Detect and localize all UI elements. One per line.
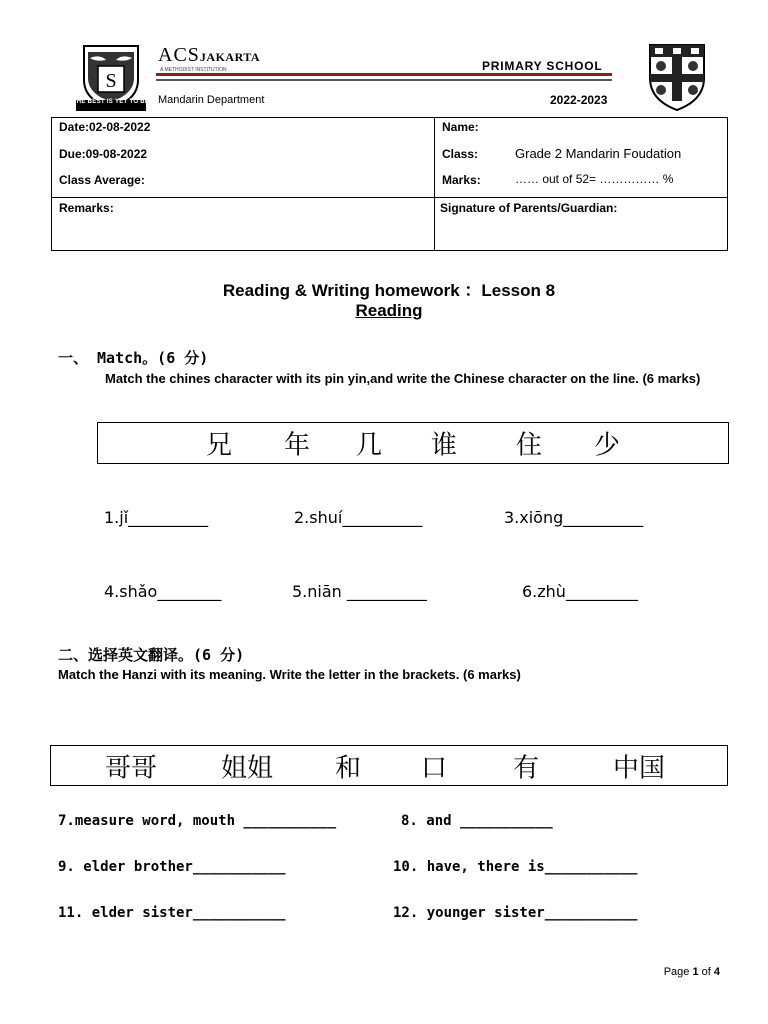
class-value: Grade 2 Mandarin Foudation [515, 146, 682, 161]
info-table [51, 117, 728, 251]
name-field[interactable]: Name: [442, 120, 479, 134]
page-total: 4 [713, 966, 720, 978]
meaning-item[interactable]: 8. and ___________ [401, 813, 553, 829]
page-of: of [698, 966, 714, 978]
school-motto: THE BEST IS YET TO BE [72, 99, 150, 105]
brand-subtitle: A METHODIST INSTITUTION [160, 67, 227, 73]
brand-acs: ACS [158, 44, 200, 66]
brand-city: JAKARTA [199, 50, 261, 64]
school-year: 2022-2023 [550, 93, 608, 107]
section1-character-box [97, 422, 729, 464]
date-field: Date:02-08-2022 [59, 120, 151, 134]
class-average-field[interactable]: Class Average: [59, 173, 145, 187]
marks-label: Marks: [442, 173, 481, 187]
meaning-item[interactable]: 11. elder sister___________ [58, 905, 286, 921]
marks-value[interactable]: …… out of 52= …………… % [515, 172, 674, 186]
hanzi-word: 口 [421, 753, 448, 783]
page-title: Reading & Writing homework ：Lesson 8 [222, 281, 556, 300]
section2-heading: 二、选择英文翻译。(6 分) [58, 646, 245, 664]
class-label: Class: [442, 147, 479, 161]
section1-heading: 一、 Match。(6 分) [58, 349, 209, 367]
pinyin-item[interactable]: 5.niān __________ [292, 582, 427, 601]
pinyin-item[interactable]: 3.xiōng__________ [504, 508, 644, 527]
section2-instruction: Match the Hanzi with its meaning. Write the letter in the brackets. (6 marks) [58, 667, 521, 682]
hanzi-word: 哥哥 [105, 753, 158, 783]
page-prefix: Page [663, 966, 693, 978]
brand-name [158, 44, 260, 67]
pinyin-item[interactable]: 6.zhù_________ [522, 582, 638, 601]
department: Mandarin Department [158, 94, 265, 106]
page-subtitle: Reading [355, 301, 423, 320]
character: 兄 [206, 430, 233, 461]
character: 少 [594, 430, 621, 461]
due-field: Due:09-08-2022 [59, 147, 148, 161]
meaning-item[interactable]: 9. elder brother___________ [58, 859, 286, 875]
hanzi-word: 中国 [613, 753, 666, 783]
pinyin-item[interactable]: 1.jǐ__________ [104, 508, 209, 527]
meaning-item[interactable]: 10. have, there is___________ [393, 859, 638, 875]
svg-text:S: S [105, 70, 117, 92]
info-divider-vertical [434, 118, 435, 250]
character: 住 [516, 430, 543, 461]
pinyin-item[interactable]: 2.shuí__________ [294, 508, 423, 527]
remarks-field[interactable]: Remarks: [59, 201, 114, 215]
cambridge-crest-logo [647, 42, 707, 112]
header-rule-grey [156, 79, 612, 81]
hanzi-word: 和 [335, 753, 362, 783]
school-level: PRIMARY SCHOOL [482, 59, 603, 73]
pinyin-item[interactable]: 4.shǎo________ [104, 582, 222, 601]
signature-field[interactable]: Signature of Parents/Guardian: [440, 201, 618, 215]
section1-instruction: Match the chines character with its pin yin,and write the Chinese character on the line. (6 marks) [105, 371, 701, 386]
page-number [664, 966, 720, 978]
page-current: 1 [692, 966, 699, 978]
section2-word-box [50, 745, 728, 786]
character: 谁 [431, 430, 458, 461]
hanzi-word: 有 [513, 753, 540, 783]
meaning-item[interactable]: 7.measure word, mouth ___________ [58, 813, 337, 829]
character: 几 [356, 430, 383, 461]
header-rule-red [156, 73, 612, 76]
meaning-item[interactable]: 12. younger sister___________ [393, 905, 638, 921]
character: 年 [284, 430, 311, 461]
hanzi-word: 姐姐 [221, 753, 274, 783]
info-divider-horizontal [52, 197, 727, 198]
